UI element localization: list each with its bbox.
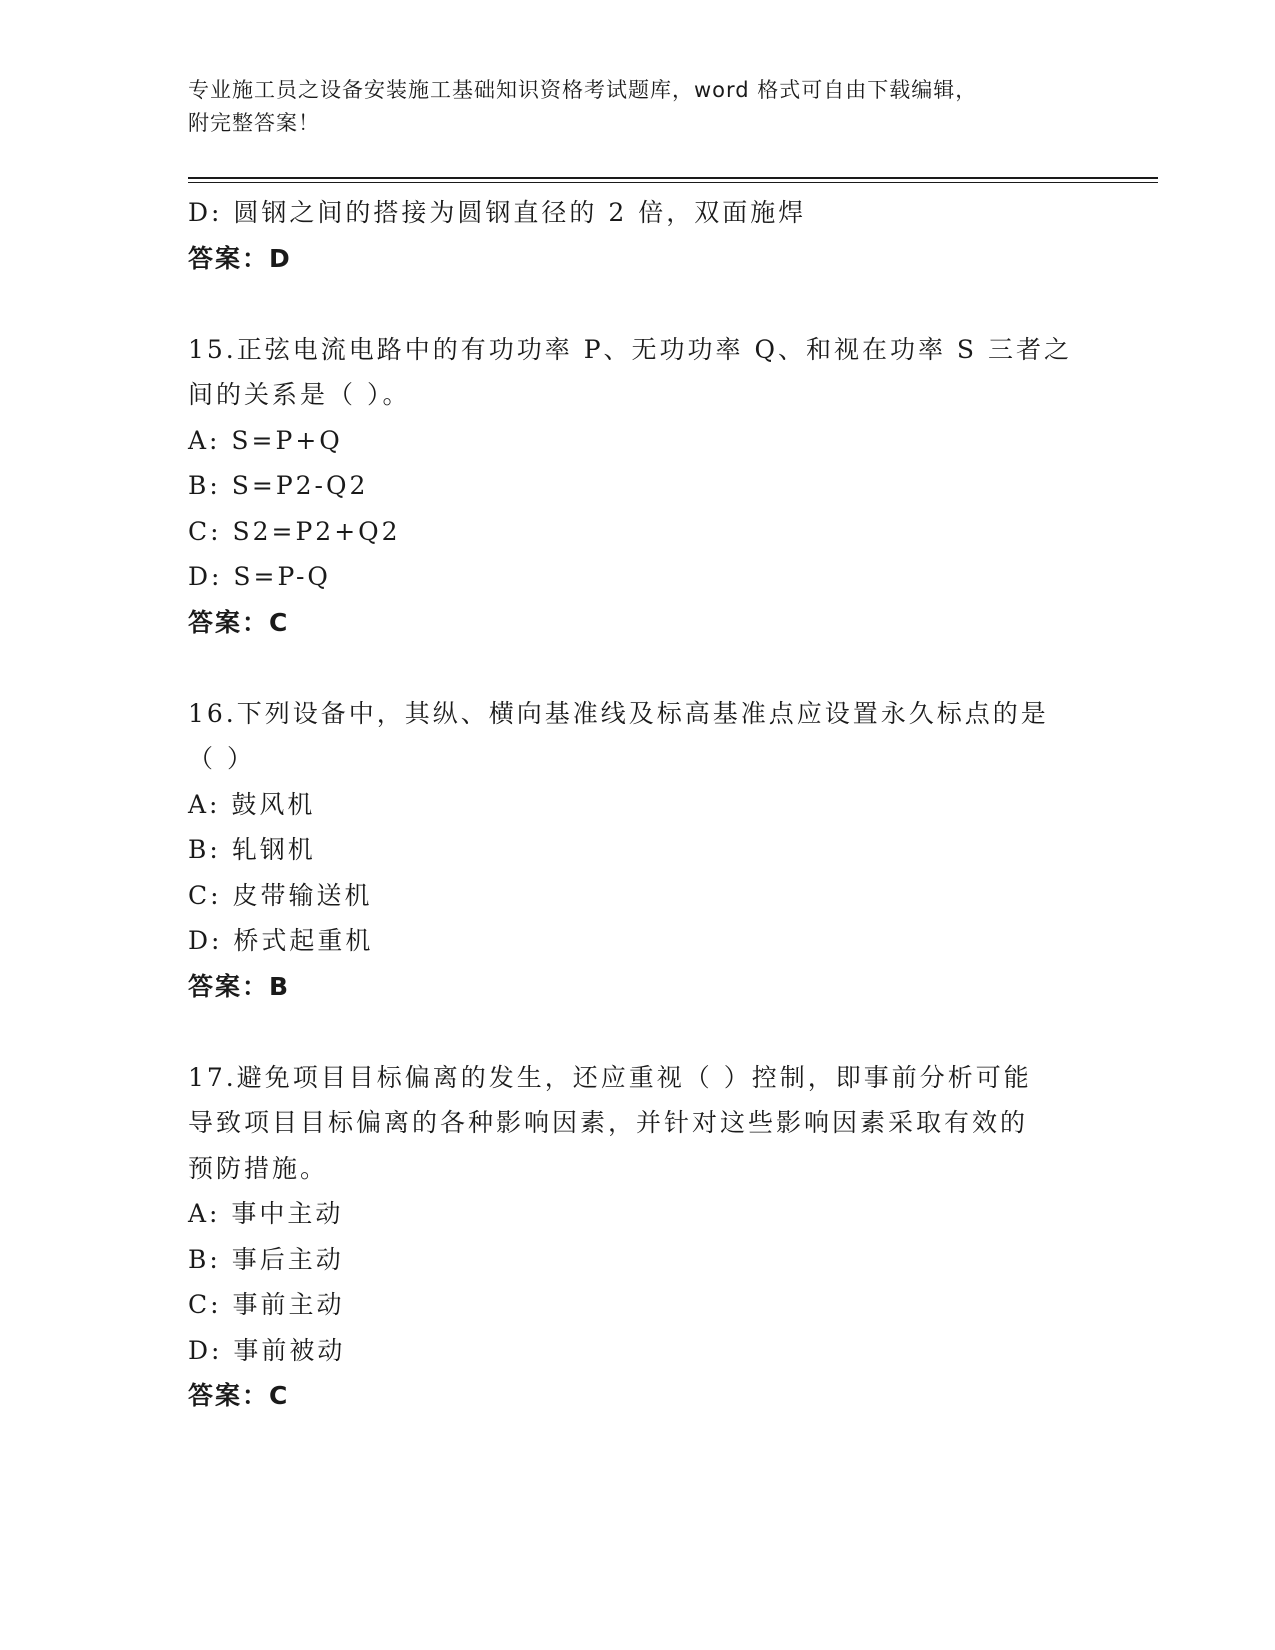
option-c: C: S2=P2+Q2 xyxy=(188,516,401,546)
header-line-1: 专业施工员之设备安装施工基础知识资格考试题库，word 格式可自由下载编辑， xyxy=(188,78,978,102)
option-a: A: S=P+Q xyxy=(188,425,343,455)
option-d: D: S=P-Q xyxy=(188,562,331,591)
answer-label: 答案：B xyxy=(188,971,291,1001)
question-14-tail xyxy=(188,190,1088,281)
question-stem-line: 预防措施。 xyxy=(188,1153,329,1183)
spacer xyxy=(188,645,1088,691)
option-b: B: 事后主动 xyxy=(188,1244,344,1274)
question-stem-line: 16.下列设备中，其纵、横向基准线及标高基准点应设置永久标点的是 xyxy=(188,698,1049,728)
question-list xyxy=(188,190,1088,1419)
answer-label: 答案：D xyxy=(188,243,292,273)
option-c: C: 皮带输送机 xyxy=(188,880,373,910)
question-stem-line: 导致项目目标偏离的各种影响因素，并针对这些影响因素采取有效的 xyxy=(188,1108,1029,1137)
question-15 xyxy=(188,327,1088,646)
header-line-2: 附完整答案！ xyxy=(188,111,320,135)
document-header xyxy=(188,74,1088,140)
header-divider-thick xyxy=(188,177,1158,179)
option-a: A: 鼓风机 xyxy=(188,789,316,819)
question-stem-line: 17.避免项目目标偏离的发生，还应重视（ ）控制，即事前分析可能 xyxy=(188,1062,1032,1092)
option-b: B: S=P2-Q2 xyxy=(188,471,369,500)
spacer xyxy=(188,281,1088,327)
question-16 xyxy=(188,691,1088,1010)
question-stem-line: 15.正弦电流电路中的有功功率 P、无功功率 Q、和视在功率 S 三者之 xyxy=(188,334,1072,364)
option-a: A: 事中主动 xyxy=(188,1199,344,1228)
header-divider-thin xyxy=(188,182,1158,183)
question-stem-line: 间的关系是（ ）。 xyxy=(188,380,411,409)
option-d: D: 事前被动 xyxy=(188,1335,346,1365)
option-d: D: 桥式起重机 xyxy=(188,926,374,955)
answer-label: 答案：C xyxy=(188,1381,290,1410)
question-17 xyxy=(188,1055,1088,1419)
option-d: D: 圆钢之间的搭接为圆钢直径的 2 倍，双面施焊 xyxy=(188,198,807,227)
option-c: C: 事前主动 xyxy=(188,1290,345,1319)
spacer xyxy=(188,1009,1088,1055)
question-stem-line: （ ） xyxy=(188,744,255,773)
option-b: B: 轧钢机 xyxy=(188,835,316,864)
answer-label: 答案：C xyxy=(188,607,290,637)
